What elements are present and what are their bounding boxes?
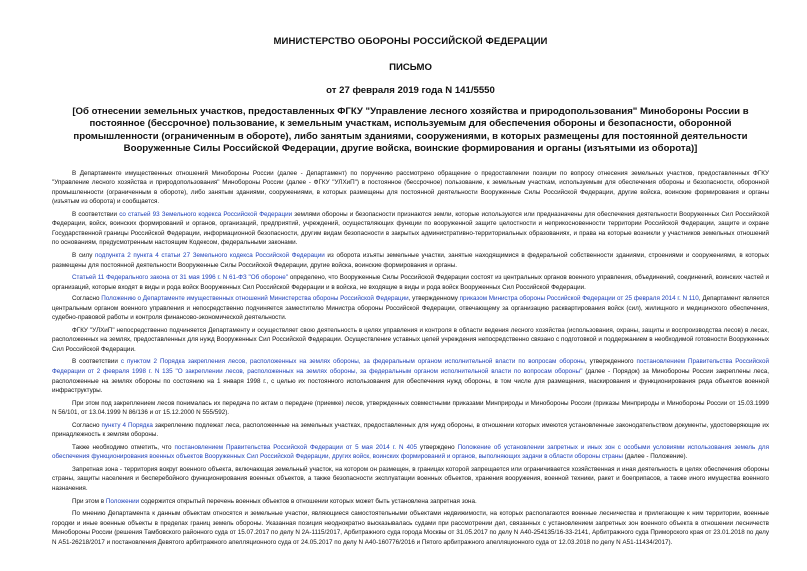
paragraph-text: Согласно xyxy=(72,295,102,303)
paragraph-2 xyxy=(52,210,769,248)
link-department-regulation[interactable]: Положению о Департаменте имущественных отношений Министерства обороны Российской Федерации xyxy=(101,295,409,303)
link-decree-135[interactable]: постановлением Правительства Российской Федерации от 2 февраля 1998 г. N 135 "О закреплении лесов, расположенных на землях обороны, за федеральным органом исполнительной власти по вопросам обороны" xyxy=(52,358,769,376)
paragraph-text: из оборота изъяты земельные участки, занятые находящимися в федеральной собственности зданиями, строениями и сооружениями, в которых размещены для постоянной деятельности Вооруженные Силы Российской Федерации, другие войска, воинские формирования и органы. xyxy=(52,252,770,269)
paragraph-text: утверждено xyxy=(416,443,458,451)
paragraph-text: Также необходимо отметить, что xyxy=(72,443,175,451)
document-date-number: от 27 февраля 2019 года N 141/5550 xyxy=(326,85,495,96)
paragraph-text: В силу xyxy=(72,252,95,259)
paragraph-text: определено, что Вооруженные Силы Российской Федерации состоят из центральных органов военного управления, объединений, соединений, воинских частей и организаций, которые входят в виды и рода войск Вооруженных Сил Российской Федерации и в войска, не входящие в виды и рода войск Вооруженных Сил Российской Федерации. xyxy=(52,274,769,291)
paragraph-10 xyxy=(52,443,769,462)
paragraph-12 xyxy=(52,497,769,507)
paragraph-5 xyxy=(52,294,769,323)
paragraph-text: (далее - Порядок) за Минобороны России закреплены леса, расположенные на землях обороны по состоянию на 1 января 1998 г., с целью их постоянного использования для обеспечения нужд обороны, в том числе для размещения, маскирования и функционирования ряда объектов военной инфраструктуры. xyxy=(52,368,769,395)
paragraph-text: (далее - Положение). xyxy=(622,453,688,461)
paragraph-3 xyxy=(52,251,769,270)
paragraph-text: закреплению подлежат леса, расположенные на земельных участках, предоставленных для нужд обороны, в отношении которых имеются установленные законодательством документы, удостоверяющие их принадлежность к землям обороны. xyxy=(52,421,770,439)
link-decree-405[interactable]: постановлением Правительства Российской Федерации от 5 мая 2014 г. N 405 xyxy=(174,443,417,451)
link-procedure-point-2[interactable]: с пунктом 2 Порядка закрепления лесов, расположенных на землях обороны, за федеральным органом исполнительной власти по вопросам обороны xyxy=(120,358,585,366)
paragraph-text: Согласно xyxy=(72,421,102,429)
link-zones-regulation[interactable]: Положение об установлении запретных и иных зон с особыми условиями использования земель для обеспечения функционирования военных объектов Вооруженных Сил Российской Федерации, других войск, воинских формирований и органов, выполняющих задачи в области обороны страны xyxy=(52,443,769,461)
link-land-code-art-27[interactable]: подпункта 2 пункта 4 статьи 27 Земельного кодекса Российской Федерации xyxy=(95,252,325,259)
link-land-code-art-93[interactable]: со статьей 93 Земельного кодекса Российской Федерации xyxy=(119,210,293,218)
document-subject: [Об отнесении земельных участков, предоставленных ФГКУ "Управление лесного хозяйства и природопользования" Минобороны России в постоянное (бессрочное) пользование, к земельным участкам, используемым для обеспечения обороны и безопасности, оборонной промышленности (ограниченным в обороте), либо занятым зданиями, сооружениями, в которых размещены для постоянной деятельности Вооруженные Силы Российской Федерации, другие войска, воинские формирования и органы (изъятыми из оборота)] xyxy=(72,106,749,155)
paragraph-7 xyxy=(52,357,769,395)
paragraph-8: При этом под закреплением лесов понималась их передача по актам о передаче (приемке) лесов, утвержденных совместными приказами Минприроды и Минобороны России (приказы Минприроды и Минобороны России от 15.03.1999 N 56/101, от 13.04.1999 N 86/136 и от 15.12.2000 N 555/592). xyxy=(52,399,769,417)
paragraph-text: В соответствии xyxy=(72,358,121,366)
paragraph-9 xyxy=(52,421,769,440)
paragraph-text: При этом в xyxy=(72,497,106,505)
link-defense-law-art-11[interactable]: Статьей 11 Федерального закона от 31 мая 1996 г. N 61-ФЗ "Об обороне" xyxy=(72,274,288,282)
link-procedure-point-4[interactable]: пункту 4 Порядка xyxy=(101,421,153,429)
paragraph-6: ФГКУ "УЛХиП" непосредственно подчиняется Департаменту и осуществляет свою деятельность в целях управления и контроля в области ведения лесного хозяйства (использования, охраны, защиты и воспроизводства лесов) в лесах, расположенных на землях, предоставленных для нужд Вооруженных Сил Российской Федерации. Осуществление уставных целей учреждения непосредственно связано с подготовкой и поддержанием в необходимой готовности Вооруженных Сил Российской Федерации. xyxy=(52,326,769,353)
paragraph-text: содержится открытый перечень военных объектов в отношении которых может быть установлена запретная зона. xyxy=(139,497,477,505)
document-body xyxy=(52,169,769,548)
paragraph-text: , утвержденного xyxy=(584,358,637,366)
paragraph-text: , Департамент является центральным органом военного управления и непосредственно подчиняется заместителю Министра обороны Российской Федерации, отвечающему за организацию расквартирования войск (сил), жилищного и медицинского обеспечения, судебно-правовой работы и контроля финансово-экономической деятельности. xyxy=(52,295,769,322)
paragraph-1: В Департаменте имущественных отношений Минобороны России (далее - Департамент) по поручению рассмотрено обращение о предоставлении позиции по вопросу отнесения земельных участков, предоставленных ФГКУ "Управление лесного хозяйства и природопользования" Минобороны России (далее - ФГКУ "УЛХиП") в постоянное (бессрочное) пользование, к земельным участкам, используемым для обеспечения обороны и безопасности, оборонной промышленности (ограниченным в обороте), либо занятым зданиями, сооружениями, в которых размещены для постоянной деятельности Вооруженные Силы Российской Федерации, другие войска, воинские формирования и органы (изъятым из оборота) и сообщается. xyxy=(52,169,769,206)
paragraph-text: , утвержденному xyxy=(408,295,460,303)
paragraph-text: землями обороны и безопасности признаются земли, которые используются или предназначены для обеспечения деятельности Вооруженных Сил Российской Федерации, войск, воинских формирований и органов, организаций, предприятий, учреждений, осуществляющих функции по вооруженной защите целостности и неприкосновенности территории Российской Федерации, защите и охране Государственной границы Российской Федерации, информационной безопасности, другим видам безопасности в закрытых административно-территориальных образованиях, и права на которые возникли у участников земельных отношений по основаниям, предусмотренным настоящим Кодексом, федеральными законами. xyxy=(52,210,769,247)
paragraph-text: В соответствии xyxy=(72,210,120,218)
paragraph-4 xyxy=(52,273,769,292)
paragraph-11: Запретная зона - территория вокруг военного объекта, включающая земельный участок, на котором он размещен, в границах которой запрещается или ограничивается хозяйственная и иная деятельность в целях обеспечения обороны страны, защиты населения и бесперебойного функционирования военных объектов, а также безопасности эксплуатации военных объектов, хранения вооружения, военной техники, ракет и боеприпасов, а также иного имущества военного назначения. xyxy=(52,465,769,493)
link-regulation[interactable]: Положении xyxy=(105,497,140,505)
link-order-110[interactable]: приказом Министра обороны Российской Федерации от 25 февраля 2014 г. N 110 xyxy=(459,295,699,303)
ministry-heading: МИНИСТЕРСТВО ОБОРОНЫ РОССИЙСКОЙ ФЕДЕРАЦИИ xyxy=(273,36,548,47)
document-type: ПИСЬМО xyxy=(389,62,432,73)
paragraph-13: По мнению Департамента к данным объектам относятся и земельные участки, являющиеся самостоятельными объектами недвижимости, на которых располагаются военные лесничества и прилегающие к ним территории, военные городки и иные военные объекты в пределах границ земель обороны. Указанная позиция неоднократно высказывалась судами при рассмотрении дел, связанных с установлением запретных зон военного объекта в отношении лесничеств Минобороны России (решения Тамбовского районного суда от 15.07.2017 по делу N 2А-1115/2017, Арбитражного суда города Москвы от 31.05.2017 по делу N А40-254135/16-33-2141, Арбитражного суда Приморского края от 23.01.2018 по делу N А51-26218/2017 и постановления Девятого арбитражного апелляционного суда от 24.05.2017 по делу N А40-160776/2016 и Пятого арбитражного апелляционного суда от 12.03.2018 по делу N А51-11434/2017). xyxy=(52,510,769,546)
